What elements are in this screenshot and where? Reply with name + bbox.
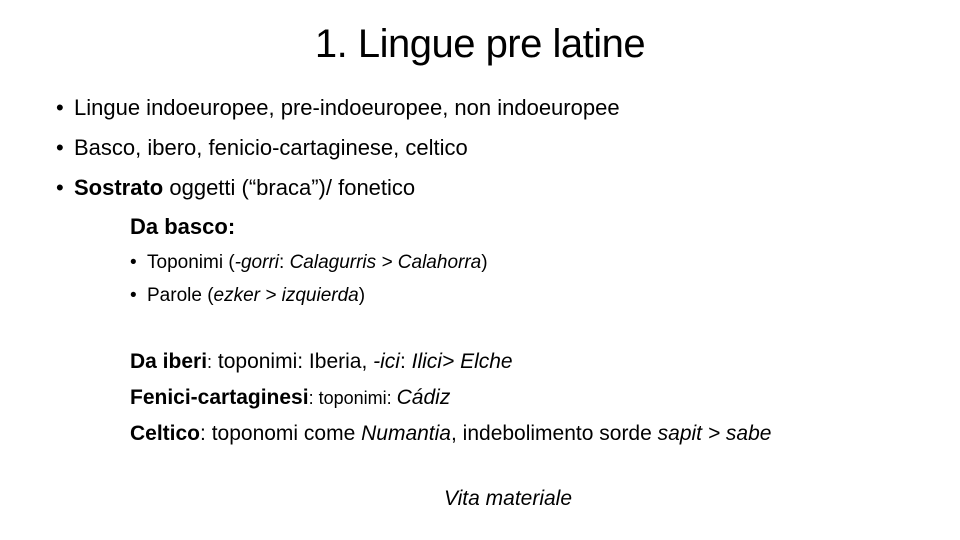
detail-text: toponimi: Iberia, — [212, 350, 374, 373]
detail-line-iberi — [130, 344, 771, 380]
detail-text: : — [399, 350, 412, 373]
detail-italic: Ilici> Elche — [411, 350, 513, 373]
detail-block — [130, 344, 771, 452]
bullet-item — [56, 168, 620, 208]
sub-bullet-italic: ezker > izquierda — [213, 285, 359, 306]
bullet-item — [56, 88, 620, 128]
detail-italic: sapit > sabe — [657, 422, 772, 445]
bullet-item — [56, 128, 620, 168]
detail-label: Da iberi — [130, 350, 208, 373]
sub-bullet-text: : — [279, 252, 290, 273]
bullet-text: Lingue indoeuropee, pre-indoeuropee, non indoeuropee — [74, 95, 620, 120]
detail-text: toponomi come — [205, 422, 362, 445]
sub-bullet-item — [130, 279, 488, 312]
sub-bullet-italic: -gorri — [234, 252, 279, 273]
sub-bullet-text: ) — [481, 252, 488, 273]
main-bullet-list — [56, 88, 620, 208]
detail-text: , indebolimento sorde — [451, 422, 658, 445]
detail-colon: : — [200, 422, 206, 445]
footer-caption: Vita materiale — [444, 487, 573, 510]
bullet-bold-term: Sostrato — [74, 175, 164, 200]
sub-bullet-text: Parole ( — [147, 285, 214, 306]
bullet-text: oggetti (“braca”)/ fonetico — [163, 175, 416, 200]
detail-text: toponimi: — [313, 388, 397, 408]
detail-label: Celtico — [130, 422, 201, 445]
detail-line-celtico — [130, 416, 771, 452]
sub-bullet-list — [130, 246, 488, 312]
detail-label: Fenici-cartaginesi — [130, 386, 309, 409]
detail-italic: Cádiz — [396, 386, 451, 409]
detail-colon: : — [207, 352, 213, 372]
detail-line-fenici — [130, 380, 771, 416]
sub-heading-basque: Da basco: — [130, 214, 236, 239]
bullet-text: Basco, ibero, fenicio-cartaginese, celtico — [74, 135, 468, 160]
slide-title: 1. Lingue pre latine — [314, 22, 646, 66]
detail-italic: Numantia — [361, 422, 451, 445]
sub-bullet-italic: Calagurris > Calahorra — [289, 252, 482, 273]
sub-bullet-text: Toponimi ( — [147, 252, 235, 273]
sub-bullet-text: ) — [358, 285, 366, 306]
detail-colon: : — [308, 388, 314, 408]
sub-bullet-item — [130, 246, 488, 279]
detail-italic: -ici — [373, 350, 400, 373]
